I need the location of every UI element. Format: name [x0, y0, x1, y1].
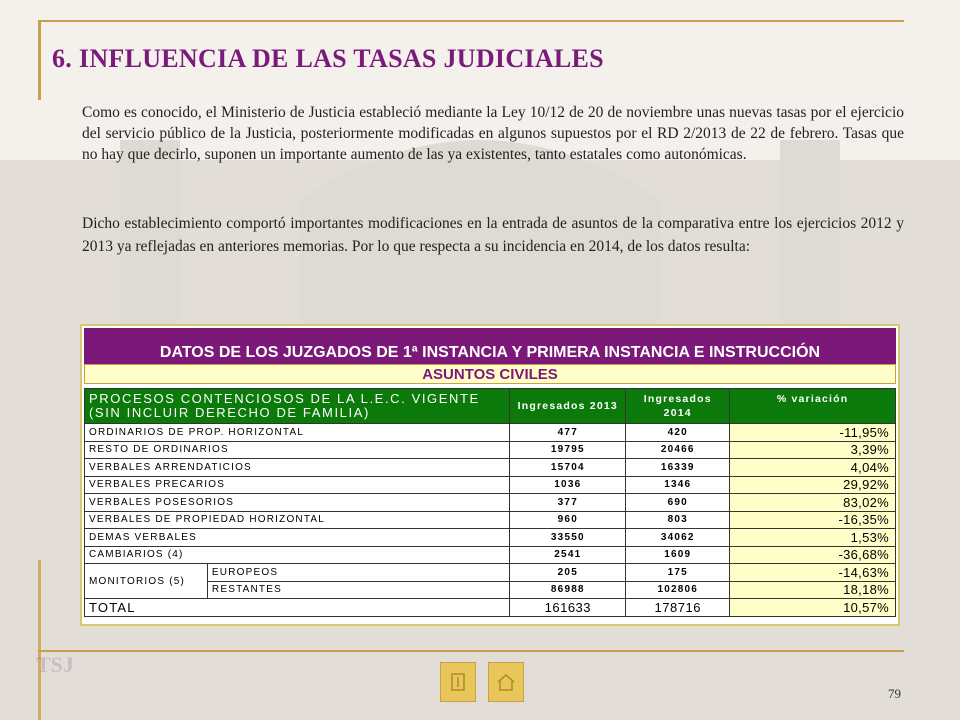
prev-slide-icon — [449, 671, 467, 693]
table-row — [85, 529, 896, 547]
table-row — [85, 459, 896, 477]
row-label: CAMBIARIOS (4) — [85, 546, 510, 564]
variation-value: 83,02% — [730, 494, 896, 512]
tsj-logo: TSJ — [36, 652, 74, 677]
table-row — [85, 494, 896, 512]
table-row — [85, 424, 896, 442]
value-2014: 803 — [626, 511, 730, 529]
value-2014: 420 — [626, 424, 730, 442]
value-2013: 86988 — [510, 581, 626, 599]
variation-value: 1,53% — [730, 529, 896, 547]
civil-cases-table — [80, 324, 900, 626]
column-2013-header: Ingresados 2013 — [510, 389, 626, 424]
table-row — [85, 476, 896, 494]
value-2014: 102806 — [626, 581, 730, 599]
value-2013: 960 — [510, 511, 626, 529]
value-2013: 15704 — [510, 459, 626, 477]
value-2013: 205 — [510, 564, 626, 582]
value-2014: 1609 — [626, 546, 730, 564]
frame-bottom-line — [38, 650, 904, 652]
row-label: ORDINARIOS DE PROP. HORIZONTAL — [85, 424, 510, 442]
row-label: RESTO DE ORDINARIOS — [85, 441, 510, 459]
value-2013: 477 — [510, 424, 626, 442]
row-label: VERBALES POSESORIOS — [85, 494, 510, 512]
table-heading: DATOS DE LOS JUZGADOS DE 1ª INSTANCIA Y PRIMERA INSTANCIA E INSTRUCCIÓN — [84, 328, 896, 364]
row-label: VERBALES PRECARIOS — [85, 476, 510, 494]
variation-value: -11,95% — [730, 424, 896, 442]
frame-left-lower-line — [38, 560, 41, 720]
variation-value: 4,04% — [730, 459, 896, 477]
home-icon — [495, 671, 517, 693]
total-label: TOTAL — [85, 599, 510, 617]
value-2014: 16339 — [626, 459, 730, 477]
variation-value: -36,68% — [730, 546, 896, 564]
row-label: VERBALES DE PROPIEDAD HORIZONTAL — [85, 511, 510, 529]
value-2013: 377 — [510, 494, 626, 512]
variation-value: 29,92% — [730, 476, 896, 494]
row-sublabel: RESTANTES — [207, 581, 509, 599]
frame-left-line — [38, 20, 41, 100]
row-label: VERBALES ARRENDATICIOS — [85, 459, 510, 477]
data-grid — [84, 388, 896, 617]
column-2014-header: Ingresados 2014 — [626, 389, 730, 424]
table-row — [85, 546, 896, 564]
intro-paragraph: Como es conocido, el Ministerio de Justicia estableció mediante la Ley 10/12 de 20 de noviembre unas nuevas tasas por el ejercicio del servicio público de la Justicia, posteriormente modificadas en algunos supuestos por el RD 2/2013 de 22 de febrero. Tasas que no hay que decirlo, suponen un importante aumento de las ya existentes, tanto estatales como autonómicas. — [82, 104, 904, 163]
value-2013: 1036 — [510, 476, 626, 494]
table-row — [85, 564, 896, 582]
value-2014: 20466 — [626, 441, 730, 459]
table-subheading: ASUNTOS CIVILES — [84, 364, 896, 384]
value-2014: 690 — [626, 494, 730, 512]
table-row — [85, 511, 896, 529]
home-button[interactable] — [488, 662, 524, 702]
value-2014: 34062 — [626, 529, 730, 547]
table-row — [85, 441, 896, 459]
variation-value: 3,39% — [730, 441, 896, 459]
frame-top-line — [38, 20, 904, 22]
column-variation-header: % variación — [730, 389, 896, 424]
page-number: 79 — [888, 686, 901, 701]
value-2014: 1346 — [626, 476, 730, 494]
value-2014: 175 — [626, 564, 730, 582]
total-2014: 178716 — [626, 599, 730, 617]
total-row — [85, 599, 896, 617]
page-title: 6. INFLUENCIA DE LAS TASAS JUDICIALES — [52, 44, 604, 73]
variation-value: 18,18% — [730, 581, 896, 599]
prev-slide-button[interactable] — [440, 662, 476, 702]
second-paragraph: Dicho establecimiento comportó importantes modificaciones en la entrada de asuntos de la comparativa entre los ejercicios 2012 y 2013 ya reflejadas en anteriores memorias. Por lo que respecta a su incidencia en 2014, de los datos resulta: — [82, 215, 904, 255]
total-variation: 10,57% — [730, 599, 896, 617]
row-label: DEMAS VERBALES — [85, 529, 510, 547]
column-header-row — [85, 389, 896, 424]
row-sublabel: EUROPEOS — [207, 564, 509, 582]
value-2013: 19795 — [510, 441, 626, 459]
monitorios-label: MONITORIOS (5) — [85, 564, 208, 599]
value-2013: 2541 — [510, 546, 626, 564]
variation-value: -14,63% — [730, 564, 896, 582]
total-2013: 161633 — [510, 599, 626, 617]
variation-value: -16,35% — [730, 511, 896, 529]
value-2013: 33550 — [510, 529, 626, 547]
column-caption: PROCESOS CONTENCIOSOS DE LA L.E.C. VIGENTE (SIN INCLUIR DERECHO DE FAMILIA) — [85, 389, 510, 424]
